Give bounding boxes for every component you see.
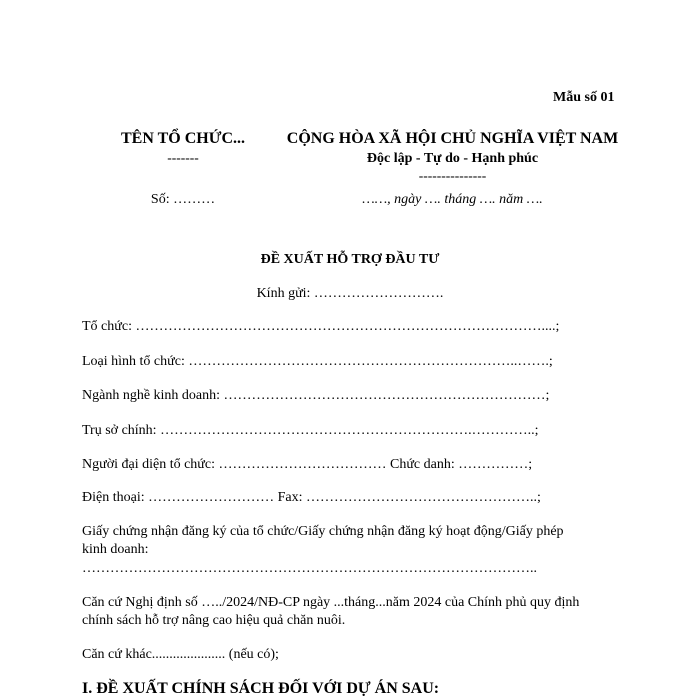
basis-decree-line2: chính sách hỗ trợ nâng cao hiệu quả chăn nuôi. <box>82 613 346 628</box>
recipient-line: Kính gửi: ………………………. <box>256 286 444 301</box>
field-certificate-line1: Giấy chứng nhận đăng ký của tổ chức/Giấy chứng nhận đăng ký hoạt động/Giấy phép <box>82 524 564 539</box>
organization-underline: ------- <box>167 150 199 165</box>
country-name: CỘNG HÒA XÃ HỘI CHỦ NGHĨA VIỆT NAM <box>286 130 619 147</box>
field-business-sector: Ngành nghề kinh doanh: ……………………………………………………………; <box>82 388 550 403</box>
date-line: ……, ngày …. tháng …. năm …. <box>362 192 543 207</box>
national-motto: Độc lập - Tự do - Hạnh phúc <box>366 151 539 166</box>
basis-other: Căn cứ khác..................... (nếu có); <box>82 647 279 662</box>
field-representative: Người đại diện tổ chức: ……………………………… Chức danh: ……………; <box>82 457 533 472</box>
section1-heading: I. ĐỀ XUẤT CHÍNH SÁCH ĐỐI VỚI DỰ ÁN SAU: <box>82 680 440 697</box>
field-certificate-line2: kinh doanh: <box>82 542 149 557</box>
form-number: Mẫu số 01 <box>553 90 615 105</box>
field-certificate-dots: …………………………………………………………………………………….. <box>82 561 537 576</box>
field-phone-fax: Điện thoại: ……………………… Fax: …………………………………………..; <box>82 490 541 505</box>
document-number: Số: ……… <box>150 192 216 207</box>
field-head-office: Trụ sở chính: ………………………………………………………….…………..; <box>82 423 539 438</box>
document-title: ĐỀ XUẤT HỖ TRỢ ĐẦU TƯ <box>260 252 440 267</box>
field-organization-type: Loại hình tổ chức: ……………………………………………………………..…….; <box>82 354 553 369</box>
motto-underline: --------------- <box>418 168 487 183</box>
basis-decree-line1: Căn cứ Nghị định số …../2024/NĐ-CP ngày ...tháng...năm 2024 của Chính phủ quy định <box>82 595 580 610</box>
organization-name: TÊN TỔ CHỨC... <box>120 130 245 147</box>
field-organization: Tổ chức: ……………………………………………………………………………....; <box>82 319 560 334</box>
